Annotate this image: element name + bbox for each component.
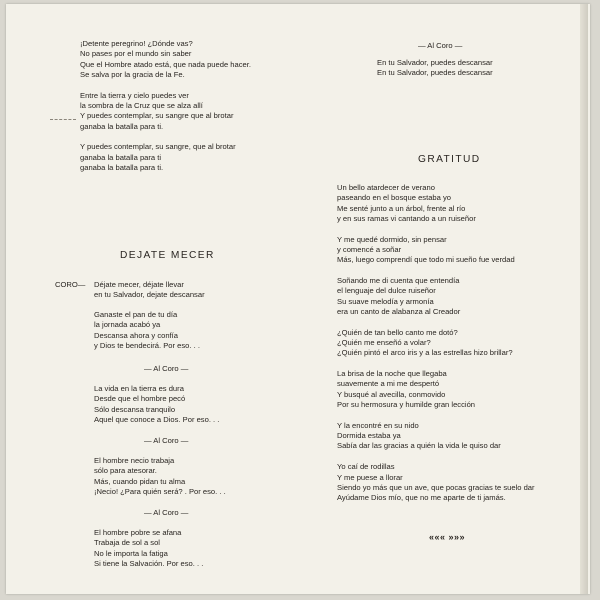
verse-line: ganaba la batalla para ti. (80, 162, 164, 172)
stanza (80, 142, 251, 173)
verse-line: Siendo yo más que un ave, que pocas gracias te suelo dar (337, 482, 535, 492)
verse-line: la sombra de la Cruz que se alza allí (80, 100, 203, 110)
verse-line: Y puedes contemplar, su sangre que al brotar (80, 111, 234, 121)
verse-line: No pases por el mundo sin saber (80, 49, 192, 59)
stanza (337, 421, 535, 452)
verse-line: ¿Quién me enseñó a volar? (337, 338, 431, 348)
verse-line: ganaba la batalla para ti (80, 152, 162, 162)
verse-line: ¡Necio! ¿Para quién será? . Por eso. . . (94, 486, 226, 496)
stanza-3 (94, 456, 226, 497)
stanza (337, 328, 535, 359)
stanza-4 (94, 528, 203, 569)
verse-line: la jornada acabó ya (94, 320, 161, 330)
verse-line: El hombre necio trabaja (94, 456, 175, 465)
verse-line: Y puedes contemplar, su sangre, que al brotar (80, 142, 236, 152)
verse-line: ¿Quién de tan bello canto me dotó? (337, 327, 458, 337)
stanza (80, 39, 251, 80)
verse-line: Y me quedé dormido, sin pensar (337, 234, 447, 244)
al-coro-marker-1: — Al Coro — (144, 364, 189, 373)
al-coro-marker-2: — Al Coro — (144, 436, 189, 445)
stanza-1 (94, 310, 200, 351)
verse-line: Y me puese a llorar (337, 472, 403, 482)
verse-line: Más, luego comprendí que todo mi sueño fue verdad (337, 255, 515, 265)
stanza (337, 183, 535, 224)
song-title-gratitud: GRATITUD (418, 154, 481, 165)
stanza (337, 369, 535, 410)
verse-line: Un bello atardecer de verano (337, 183, 435, 192)
verse-line: Ganaste el pan de tu día (94, 310, 178, 319)
gratitud-verses (337, 183, 535, 514)
verse-line: Desde que el hombre pecó (94, 394, 186, 404)
al-coro-marker-top: — Al Coro — (418, 41, 463, 50)
page-edge (580, 4, 588, 594)
verse-line: Que el Hombre atado está, que nada puede hacer. (80, 59, 251, 69)
verse-line: Si tiene la Salvación. Por eso. . . (94, 558, 204, 568)
verse-line: en tu Salvador, dejate descansar (94, 290, 205, 300)
coro-label: CORO— (55, 280, 86, 289)
verse-line: No le importa la fatiga (94, 548, 168, 558)
verse-line: La brisa de la noche que llegaba (337, 369, 447, 379)
verse-line: Dormida estaba ya (337, 431, 401, 441)
verse-line: El hombre pobre se afana (94, 528, 182, 537)
verse-line: Su suave melodía y armonía (337, 296, 434, 306)
verse-line: La vida en la tierra es dura (94, 384, 184, 393)
stanza (337, 235, 535, 266)
verse-line: ¡Detente peregrino! ¿Dónde vas? (80, 39, 193, 48)
verse-line: Por su hermosura y humilde gran lección (337, 400, 476, 410)
stanza (337, 276, 535, 317)
top-refrain (377, 58, 493, 79)
verse-line: Ayúdame Dios mío, que no me aparte de ti jamás. (337, 493, 506, 503)
al-coro-marker-3: — Al Coro — (144, 508, 189, 517)
verse-line: suavemente a mi me despertó (337, 379, 440, 389)
ornament-chevrons: ««« »»» (429, 532, 466, 542)
verse-line: En tu Salvador, puedes descansar (377, 68, 493, 78)
verse-line: y en sus ramas vi cantando a un ruiseñor (337, 213, 476, 223)
verse-line: ¿Quién pintó el arco iris y a las estrellas hizo brillar? (337, 348, 513, 358)
song-title-dejate-mecer: DEJATE MECER (120, 250, 215, 261)
verse-line: Déjate mecer, déjate llevar (94, 280, 184, 289)
verse-line: Soñando me di cuenta que entendía (337, 276, 460, 286)
verse-line: Más, cuando pidan tu alma (94, 476, 186, 486)
stanza (80, 91, 251, 132)
verse-line: y comencé a soñar (337, 244, 402, 254)
stanza (337, 462, 535, 503)
verse-line: Y la encontré en su nido (337, 420, 419, 430)
verse-line: Se salva por la gracia de la Fe. (80, 69, 185, 79)
verse-line: Descansa ahora y confía (94, 330, 179, 340)
pencil-mark (50, 119, 76, 121)
intro-verses (80, 39, 251, 184)
verse-line: era un canto de alabanza al Creador (337, 306, 461, 316)
verse-line: Trabaja de sol a sol (94, 538, 160, 548)
stanza-2 (94, 384, 219, 425)
verse-line: Sólo descansa tranquilo (94, 404, 176, 414)
verse-line: En tu Salvador, puedes descansar (377, 58, 493, 67)
verse-line: el lenguaje del dulce ruiseñor (337, 286, 436, 296)
verse-line: y Dios te bendecirá. Por eso. . . (94, 340, 200, 350)
verse-line: Entre la tierra y cielo puedes ver (80, 90, 189, 100)
verse-line: Aquel que conoce a Dios. Por eso. . . (94, 414, 220, 424)
verse-line: Yo caí de rodillas (337, 462, 395, 472)
verse-line: Me senté junto a un árbol, frente al río (337, 203, 466, 213)
verse-line: ganaba la batalla para ti. (80, 121, 164, 131)
verse-line: Sabía dar las gracias a quién la vida le quiso dar (337, 441, 501, 451)
verse-line: Y busqué al avecilla, conmovido (337, 389, 446, 399)
verse-line: sólo para atesorar. (94, 466, 157, 476)
coro-lines (94, 280, 205, 301)
verse-line: paseando en el bosque estaba yo (337, 193, 451, 203)
